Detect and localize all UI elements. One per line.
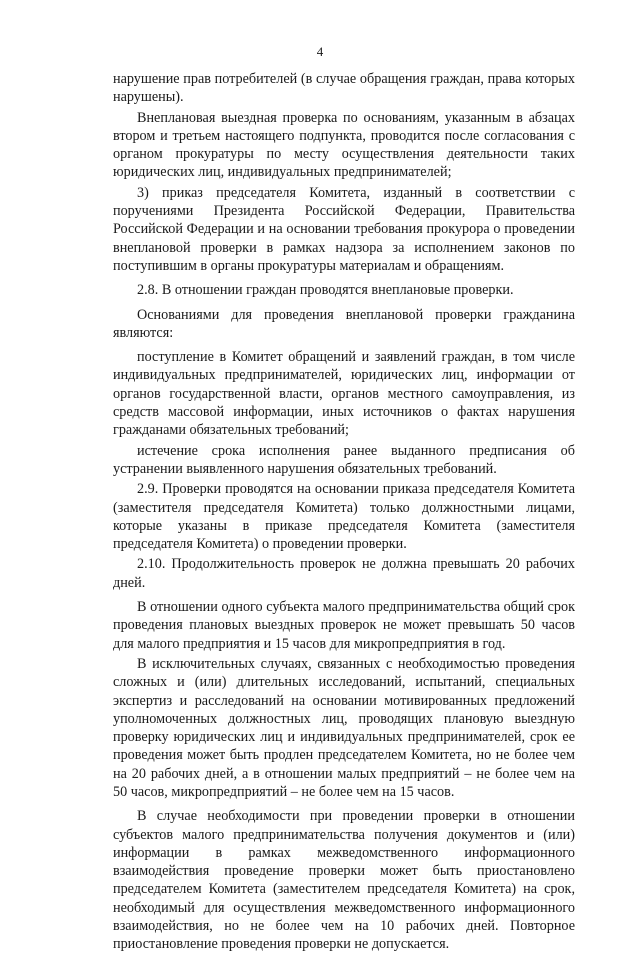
paragraph: Основаниями для проведения внеплановой проверки гражданина являются: — [113, 306, 575, 341]
paragraph: В случае необходимости при проведении проверки в отношении субъектов малого предпринимательства получения документов и (или) информации в рамках межведомственного информационного взаимодействия проведение проверки может быть приостановлено председателем Комитета (заместителем председателя Комитета) на срок, необходимый для осуществления межведомственного информационного взаимодействия, но не более чем на 10 рабочих дней. Повторное приостановление проведения проверки не допускается. — [113, 808, 575, 953]
paragraph: нарушение прав потребителей (в случае обращения граждан, права которых нарушены). — [113, 71, 575, 106]
section-heading-2-8: 2.8. В отношении граждан проводятся внеплановые проверки. — [137, 282, 514, 299]
section-2-9: 2.9. Проверки проводятся на основании приказа председателя Комитета (заместителя председателя Комитета) только должностными лицами, которые указаны в приказе председателя Комитета (заместителя председателя Комитета) о проведении проверки. — [113, 481, 575, 553]
paragraph: Внеплановая выездная проверка по основаниям, указанным в абзацах втором и третьем настоящего подпункта, проводится после согласования с органом прокуратуры по месту осуществления деятельности таких юридических лиц, индивидуальных предпринимателей; — [113, 109, 575, 181]
document-body — [113, 70, 575, 956]
list-item: истечение срока исполнения ранее выданного предписания об устранении выявленного нарушения обязательных требований. — [113, 442, 575, 477]
paragraph: В исключительных случаях, связанных с необходимостью проведения сложных и (или) длительных исследований, испытаний, специальных экспертиз и расследований на основании мотивированных предложений уполномоченных должностных лиц, проводящих плановую выездную проверку юридических лиц и индивидуальных предпринимателей, срок ее проведения может быть продлен председателем Комитета, но не более чем на 20 рабочих дней, а в отношении малых предприятий – не более чем на 50 часов, микропредприятий – не более чем на 15 часов. — [113, 655, 575, 800]
paragraph: В отношении одного субъекта малого предпринимательства общий срок проведения плановых выездных проверок не может превышать 50 часов для малого предприятия и 15 часов для микропредприятия в год. — [113, 599, 575, 652]
list-item: поступление в Комитет обращений и заявлений граждан, в том числе индивидуальных предпринимателей, юридических лиц, информации от органов государственной власти, органов местного самоуправления, из средств массовой информации, иных источников о фактах нарушения гражданами обязательных требований; — [113, 349, 575, 439]
paragraph: 3) приказ председателя Комитета, изданный в соответствии с поручениями Президента Российской Федерации, Правительства Российской Федерации и на основании требования прокурора о проведении внеплановой проверки в рамках надзора за исполнением законов по поступившим в органы прокуратуры материалам и обращениям. — [113, 184, 575, 274]
page-number: 4 — [316, 44, 324, 59]
section-2-10: 2.10. Продолжительность проверок не должна превышать 20 рабочих дней. — [113, 556, 575, 591]
